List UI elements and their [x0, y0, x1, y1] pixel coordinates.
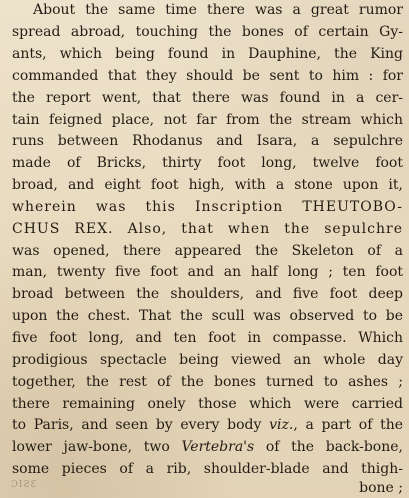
text-line-16: five foot long, and ten foot in compasse. Which [12, 330, 403, 346]
text-line-11: CHUS REX. Also, that when the sepulchre [12, 221, 403, 237]
text-line-21-italic: Vertebra's [181, 439, 255, 455]
text-line-10: wherein was this Inscription THEUTOBO- [12, 199, 403, 215]
text-line-7: runs between Rhodanus and Isara, a sepulchre [12, 133, 403, 149]
text-line-15: upon the chest. That the scull was observed to be [12, 308, 403, 324]
text-line-18: together, the rest of the bones turned to ashes ; [12, 374, 403, 390]
text-line-2: spread abroad, touching the bones of certain Gy- [12, 24, 403, 40]
text-line-20-italic: viz. [269, 417, 294, 433]
text-line-22: some pieces of a rib, shoulder-blade and thigh- [12, 461, 403, 477]
text-line-8: made of Bricks, thirty foot long, twelve foot [12, 155, 403, 171]
text-line-6: tain feigned place, not far from the stream which [12, 112, 403, 128]
text-line-20-pre: to Paris, and seen by every body [12, 417, 270, 433]
text-line-20 [12, 413, 403, 437]
text-line-20-post: , a part of the [293, 417, 403, 433]
text-line-21 [12, 435, 403, 459]
text-line-14: broad between the shoulders, and five foot deep [12, 286, 403, 302]
text-line-13: man, twenty five foot and an half long ; ten foot [12, 264, 403, 280]
text-line-17: prodigious spectacle being viewed an whole day [12, 352, 403, 368]
bleed-through-text: ƆIƧƐ [11, 480, 38, 490]
text-line-3: ants, which being found in Dauphine, the King [12, 46, 403, 62]
text-line-21-post: of the back-bone, [254, 439, 403, 455]
text-line-21-pre: lower jaw-bone, two [12, 439, 182, 455]
text-line-1: About the same time there was a great rumor [33, 2, 403, 18]
text-line-12: was opened, there appeared the Skeleton of a [12, 243, 403, 259]
text-line-19: there remaining onely those which were carried [12, 396, 403, 412]
text-line-9: broad, and eight foot high, with a stone upon it, [12, 177, 403, 193]
text-line-5: the report went, that there was found in a cer- [12, 90, 403, 106]
text-line-23: bone ; [359, 480, 403, 496]
text-line-4: commanded that they should be sent to him : for [12, 68, 403, 84]
